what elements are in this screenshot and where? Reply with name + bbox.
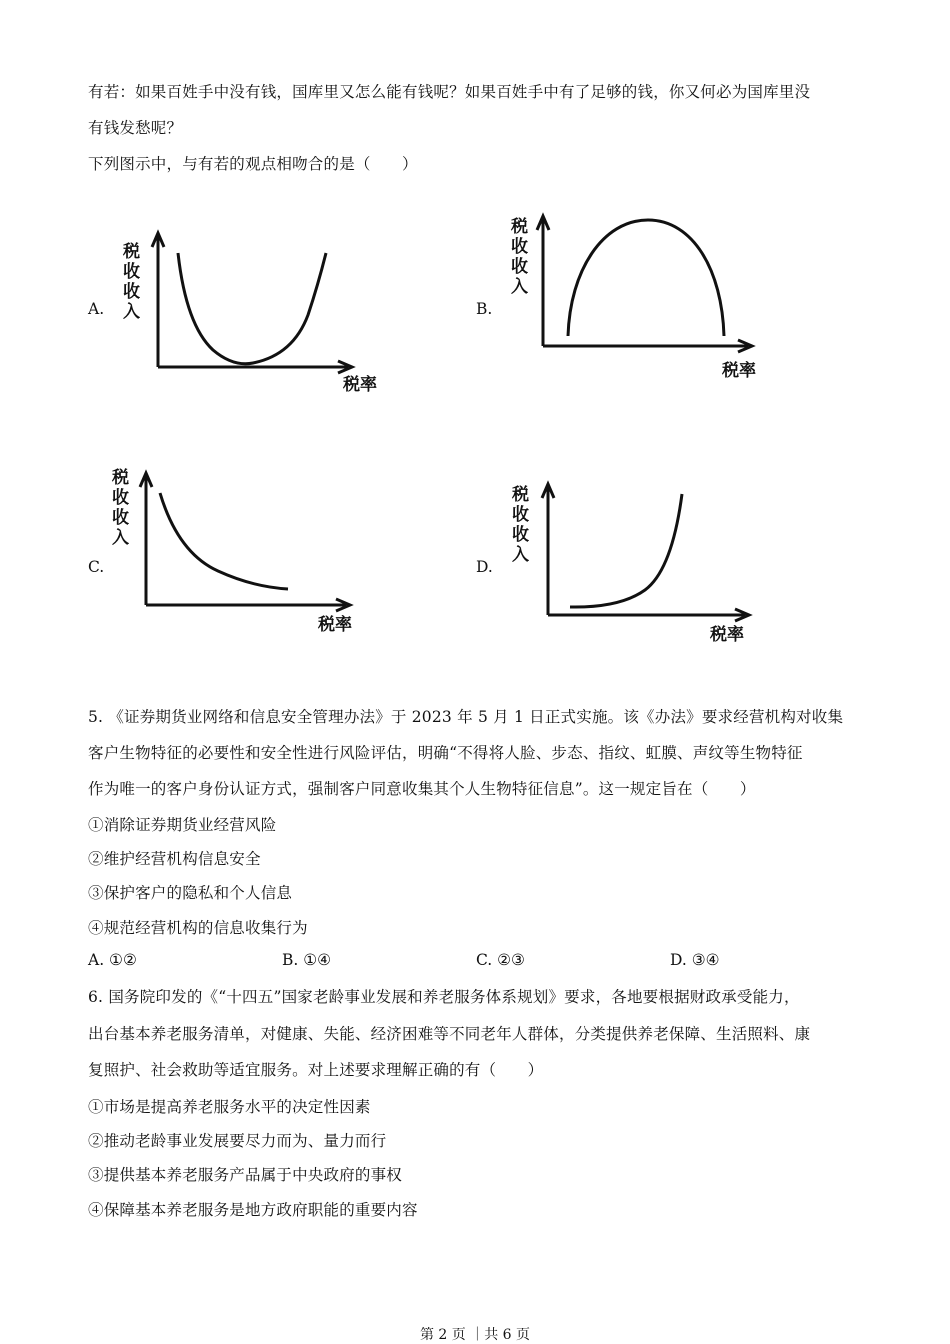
x-axis-label: 税率 (722, 361, 756, 381)
y-label-char: 入 (112, 528, 129, 548)
y-label-char: 税 (511, 217, 528, 237)
q5-choice-a: A. ①② (88, 951, 137, 969)
y-label-char: 税 (123, 242, 140, 262)
y-label-char: 收 (511, 237, 528, 257)
x-axis-label: 税率 (710, 625, 744, 645)
graph-option-b (508, 210, 768, 385)
y-label-char: 收 (123, 262, 140, 282)
q5-item-1: ①消除证券期货业经营风险 (88, 816, 277, 834)
q6-line-2: 出台基本养老服务清单，对健康、失能、经济困难等不同老年人群体，分类提供养老保障、生活照料、康 (88, 1025, 811, 1043)
y-label-char: 收 (512, 505, 529, 525)
y-label-char: 入 (123, 302, 140, 322)
q6-item-4: ④保障基本养老服务是地方政府职能的重要内容 (88, 1201, 418, 1219)
q5-choice-b: B. ①④ (282, 951, 332, 969)
option-a-label: A. (88, 300, 105, 318)
q5-item-2: ②维护经营机构信息安全 (88, 850, 261, 868)
y-label-char: 收 (512, 525, 529, 545)
x-axis-label: 税率 (318, 615, 352, 635)
q5-choice-c: C. ②③ (476, 951, 525, 969)
x-axis-label: 税率 (343, 375, 377, 395)
intro-line-2: 有钱发愁呢？ (88, 119, 183, 137)
y-label-char: 收 (112, 488, 129, 508)
y-label-char: 入 (511, 277, 528, 297)
q5-line-1: 5. 《证券期货业网络和信息安全管理办法》于 2023 年 5 月 1 日正式实施。该《办法》要求经营机构对收集 (88, 708, 844, 726)
q5-item-4: ④规范经营机构的信息收集行为 (88, 919, 308, 937)
y-label-char: 入 (512, 545, 529, 565)
intro-line-1: 有若：如果百姓手中没有钱，国库里又怎么能有钱呢？如果百姓手中有了足够的钱，你又何必为国库里没 (88, 83, 811, 101)
graph-option-c (108, 465, 368, 640)
graph-option-a (118, 225, 378, 395)
q6-line-3: 复照护、社会救助等适宜服务。对上述要求理解正确的有（ ） (88, 1061, 544, 1079)
q6-item-1: ①市场是提高养老服务水平的决定性因素 (88, 1098, 371, 1116)
y-label-char: 收 (511, 257, 528, 277)
y-label-char: 税 (112, 468, 129, 488)
y-label-char: 收 (123, 282, 140, 302)
q6-item-2: ②推动老龄事业发展要尽力而为、量力而行 (88, 1132, 387, 1150)
q5-item-3: ③保护客户的隐私和个人信息 (88, 884, 293, 902)
option-c-label: C. (88, 558, 105, 576)
q5-line-3: 作为唯一的客户身份认证方式，强制客户同意收集其个人生物特征信息”。这一规定旨在（ ） (88, 780, 756, 798)
q6-item-3: ③提供基本养老服务产品属于中央政府的事权 (88, 1166, 403, 1184)
option-d-label: D. (476, 558, 493, 576)
page-footer: 第 2 页 ｜共 6 页 (419, 1327, 531, 1343)
q5-line-2: 客户生物特征的必要性和安全性进行风险评估，明确“不得将人脸、步态、指纹、虹膜、声纹等生物特征 (88, 744, 803, 762)
q5-choice-d: D. ③④ (670, 951, 720, 969)
q4-question: 下列图示中，与有若的观点相吻合的是（ ） (88, 155, 418, 173)
q6-line-1: 6. 国务院印发的《“十四五”国家老龄事业发展和养老服务体系规划》要求，各地要根据财政承受能力， (88, 988, 800, 1006)
y-label-char: 税 (512, 485, 529, 505)
q5-answer-choices (88, 951, 848, 973)
option-b-label: B. (476, 300, 493, 318)
graph-option-d (510, 480, 770, 650)
y-label-char: 收 (112, 508, 129, 528)
